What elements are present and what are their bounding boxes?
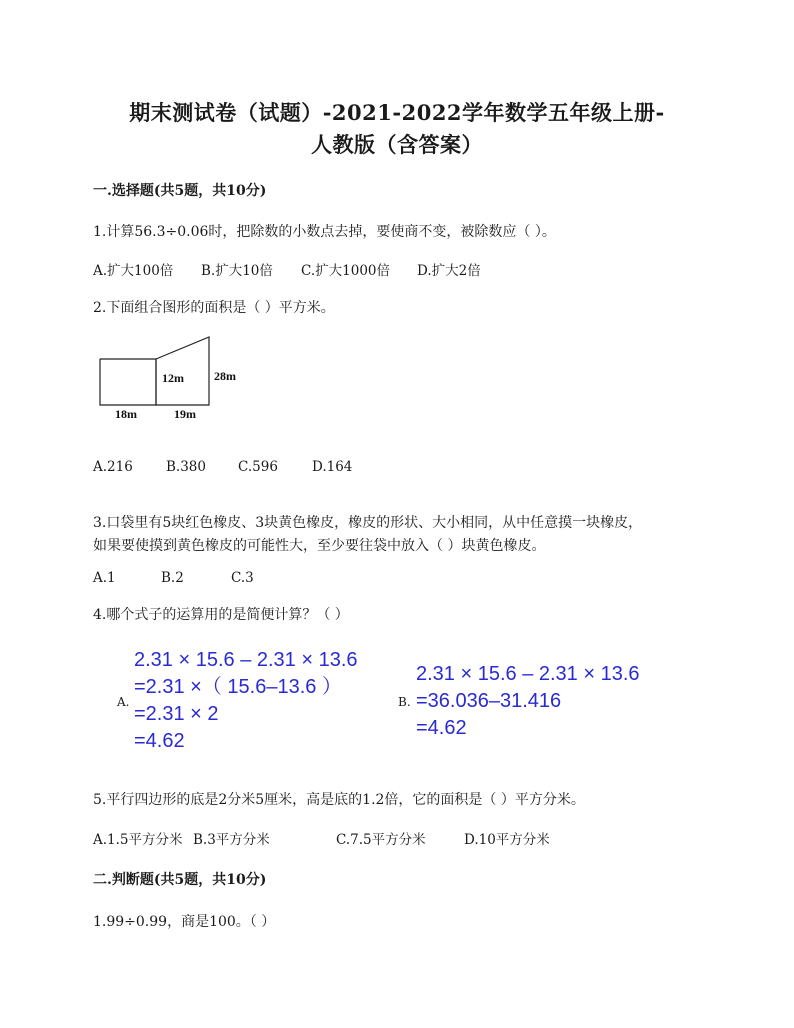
q5-option-d: D.10平方分米: [464, 832, 550, 848]
q4-option-a-label: A.: [117, 695, 130, 709]
calc-a-line-2: =2.31 ×（ 15.6–13.6 ）: [134, 676, 342, 698]
label-19m: 19m: [174, 407, 196, 421]
q1-option-a: A.扩大100倍: [93, 263, 174, 279]
calc-a-line-1: 2.31 × 15.6 – 2.31 × 13.6: [134, 649, 358, 671]
doc-title-line2: 人教版（含答案）: [311, 132, 483, 157]
question-5-text: 5.平行四边形的底是2分米5厘米，高是底的1.2倍，它的面积是（ ）平方分米。: [93, 792, 585, 808]
judgement-question-1-text: 1.99÷0.99，商是100。（ ）: [93, 914, 276, 930]
q4-option-b-label: B.: [398, 695, 411, 709]
q1-option-c: C.扩大1000倍: [301, 263, 390, 279]
question-3-text-line1: 3.口袋里有5块红色橡皮、3块黄色橡皮，橡皮的形状、大小相同，从中任意摸一块橡皮，: [93, 515, 643, 531]
composite-shape-figure: [90, 330, 260, 430]
calc-a-line-3: =2.31 × 2: [134, 703, 219, 725]
section-heading-judgement: 二.判断题(共5题，共10分): [93, 872, 267, 888]
doc-title-line1: 期末测试卷（试题）-2021-2022学年数学五年级上册-: [129, 100, 665, 125]
label-28m: 28m: [214, 369, 236, 383]
q1-option-d: D.扩大2倍: [417, 263, 481, 279]
q5-option-b: B.3平方分米: [193, 832, 270, 848]
q3-option-a: A.1: [93, 570, 116, 586]
label-18m: 18m: [115, 407, 137, 421]
calc-b-line-1: 2.31 × 15.6 – 2.31 × 13.6: [416, 663, 640, 685]
calc-b-line-3: =4.62: [416, 717, 467, 739]
q5-option-c: C.7.5平方分米: [336, 832, 426, 848]
question-2-text: 2.下面组合图形的面积是（ ）平方米。: [93, 300, 335, 316]
q2-option-b: B.380: [166, 459, 206, 475]
label-12m: 12m: [162, 371, 184, 385]
q2-option-a: A.216: [93, 459, 133, 475]
question-1-text: 1.计算56.3÷0.06时，把除数的小数点去掉，要使商不变，被除数应（ ）。: [93, 224, 556, 240]
calc-b-line-2: =36.036–31.416: [416, 690, 562, 712]
rectangle-shape: [100, 359, 156, 405]
question-4-text: 4.哪个式子的运算用的是简便计算？（ ）: [93, 607, 349, 623]
calc-a-line-4: =4.62: [134, 730, 185, 752]
q5-option-a: A.1.5平方分米: [93, 832, 183, 848]
q4-option-b-calculation: [416, 661, 640, 742]
q2-option-c: C.596: [238, 459, 278, 475]
q4-option-a-calculation: [134, 647, 358, 755]
q3-option-b: B.2: [161, 570, 184, 586]
q3-option-c: C.3: [231, 570, 254, 586]
q2-option-d: D.164: [312, 459, 353, 475]
question-3-text-line2: 如果要使摸到黄色橡皮的可能性大，至少要往袋中放入（ ）块黄色橡皮。: [93, 538, 546, 554]
q1-option-b: B.扩大10倍: [201, 263, 273, 279]
section-heading-choice: 一.选择题(共5题，共10分): [93, 183, 267, 199]
